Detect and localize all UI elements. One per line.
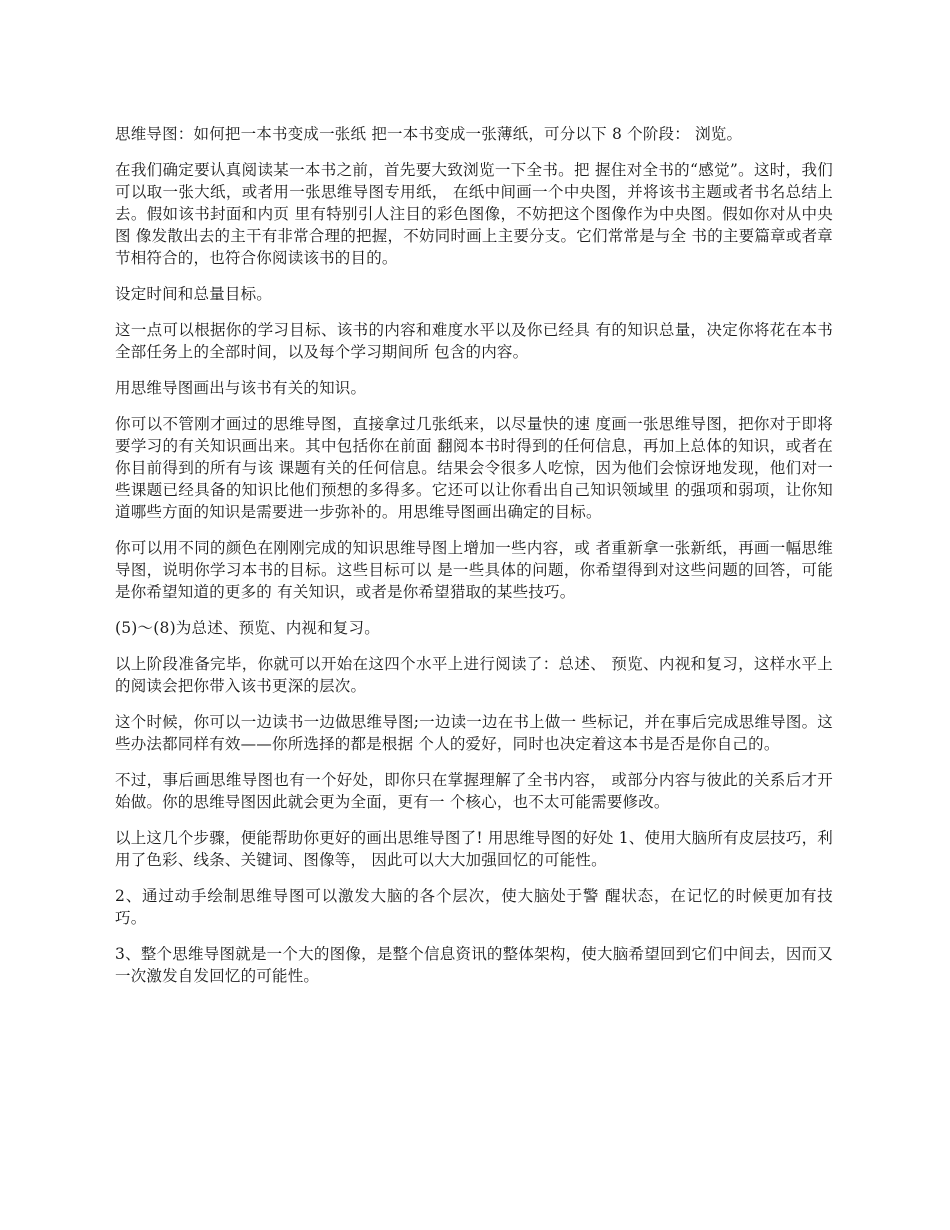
paragraph-heading-knowledge: 用思维导图画出与该书有关的知识。: [115, 379, 367, 397]
paragraph-reading-levels: 以上阶段准备完毕，你就可以开始在这四个水平上进行阅读了：总述、 预览、内视和复习，这样水平上的阅读会把你带入该书更深的层次。: [115, 655, 833, 695]
paragraph-goals: 这一点可以根据你的学习目标、该书的内容和难度水平以及你已经具 有的知识总量，决定你将花在本书全部任务上的全部时间，以及每个学习期间所 包含的内容。: [115, 321, 833, 361]
paragraph-heading-stages: (5)～(8)为总述、预览、内视和复习。: [115, 619, 380, 637]
paragraph-targets: 你可以用不同的颜色在刚刚完成的知识思维导图上增加一些内容，或 者重新拿一张新纸，再画一幅思维导图，说明你学习本书的目标。这些目标可以 是一些具体的问题，你希望得到对这些问题的回答，可能是你希望知道的更多的 有关知识，或者是你希望猎取的某些技巧。: [115, 539, 833, 601]
paragraph-afterwards: 不过，事后画思维导图也有一个好处，即你只在掌握理解了全书内容， 或部分内容与彼此的关系后才开始做。你的思维导图因此就会更为全面，更有一 个核心，也不太可能需要修改。: [115, 771, 833, 811]
paragraph-browse: 在我们确定要认真阅读某一本书之前，首先要大致浏览一下全书。把 握住对全书的“感觉”。这时，我们可以取一张大纸，或者用一张思维导图专用纸， 在纸中间画一个中央图，并将该书主题或者书名总结上去。假如该书封面和内页 里有特别引人注目的彩色图像，不妨把这个图像作为中央图。假如你对从中央图 像发散出去的主干有非常合理的把握，不妨同时画上主要分支。它们常常是与全 书的主要篇章或者章节相符合的，也符合你阅读该书的目的。: [115, 161, 833, 267]
paragraph-intro: 思维导图：如何把一本书变成一张纸 把一本书变成一张薄纸，可分以下 8 个阶段： 浏览。: [115, 125, 743, 143]
paragraph-benefit-1: 以上这几个步骤，便能帮助你更好的画出思维导图了! 用思维导图的好处 1、使用大脑所有皮层技巧，利用了色彩、线条、关键词、图像等， 因此可以大大加强回忆的可能性。: [115, 829, 833, 869]
paragraph-knowledge: 你可以不管刚才画过的思维导图，直接拿过几张纸来，以尽量快的速 度画一张思维导图，把你对于即将要学习的有关知识画出来。其中包括你在前面 翻阅本书时得到的任何信息，再加上总体的知识，或者在你目前得到的所有与该 课题有关的任何信息。结果会令很多人吃惊，因为他们会惊讶地发现，他们对一 些课题已经具备的知识比他们预想的多得多。它还可以让你看出自己知识领域里 的强项和弱项，让你知道哪些方面的知识是需要进一步弥补的。用思维导图画出确定的目标。: [115, 415, 833, 521]
paragraph-benefit-2: 2、通过动手绘制思维导图可以激发大脑的各个层次，使大脑处于警 醒状态，在记忆的时候更加有技巧。: [115, 887, 833, 927]
paragraph-timing: 这个时候，你可以一边读书一边做思维导图;一边读一边在书上做一 些标记，并在事后完成思维导图。这些办法都同样有效——你所选择的都是根据 个人的爱好，同时也决定着这本书是否是你自己的。: [115, 713, 833, 753]
paragraph-heading-goals: 设定时间和总量目标。: [115, 285, 273, 303]
paragraph-benefit-3: 3、整个思维导图就是一个大的图像，是整个信息资讯的整体架构，使大脑希望回到它们中间去，因而又一次激发自发回忆的可能性。: [115, 945, 833, 985]
document-body: [115, 123, 833, 1001]
